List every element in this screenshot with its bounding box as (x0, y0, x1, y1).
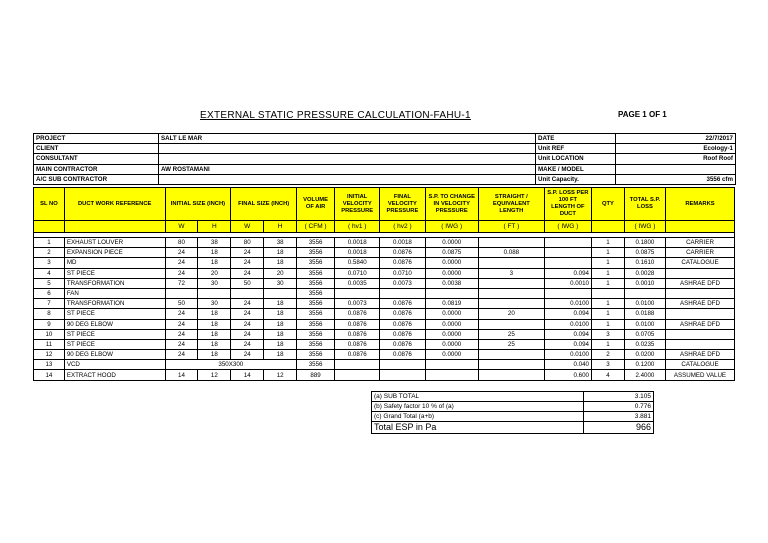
summary-label: (c) Grand Total (a+b) (372, 412, 584, 422)
final-velocity-cell: 0.0876 (380, 350, 425, 360)
initial-velocity-cell (335, 360, 380, 370)
header-duct-reference: DUCT WORK REFERENCE (64, 188, 165, 221)
final-width-cell: 14 (231, 370, 264, 380)
table-row (34, 299, 735, 309)
remarks-cell: ASHRAE DFD (665, 299, 734, 309)
qty-cell: 3 (592, 360, 625, 370)
info-row (34, 144, 736, 154)
unit-h1: H (198, 221, 231, 233)
duct-reference-cell: EXPANSION PIECE (64, 248, 165, 258)
sp-change-cell: 0.0819 (425, 299, 478, 309)
unit-h2: H (264, 221, 297, 233)
sp-change-cell: 0.0038 (425, 278, 478, 288)
table-row (34, 309, 735, 319)
sl-no-cell: 8 (34, 309, 65, 319)
unit-cfm: ( CFM ) (297, 221, 335, 233)
final-width-cell: 24 (231, 319, 264, 329)
volume-cell: 889 (297, 370, 335, 380)
final-velocity-cell: 0.0876 (380, 339, 425, 349)
initial-width-cell: 14 (165, 370, 198, 380)
sp-change-cell (425, 288, 478, 298)
total-sp-cell: 0.1200 (624, 360, 665, 370)
final-velocity-cell: 0.0876 (380, 299, 425, 309)
sl-no-cell: 7 (34, 299, 65, 309)
qty-cell: 1 (592, 238, 625, 248)
project-info-table (33, 133, 736, 185)
final-width-cell: 24 (231, 309, 264, 319)
info-label: MAIN CONTRACTOR (34, 164, 159, 174)
sp-loss-cell: 0.094 (544, 329, 591, 339)
table-row (34, 360, 735, 370)
final-height-cell: 12 (264, 370, 297, 380)
header-remarks: REMARKS (665, 188, 734, 221)
header-final-velocity: FINAL VELOCITY PRESSURE (380, 188, 425, 221)
initial-width-cell: 80 (165, 238, 198, 248)
sl-no-cell: 12 (34, 350, 65, 360)
table-row (34, 248, 735, 258)
info-value: SALT LE MAR (159, 134, 536, 144)
duct-reference-cell: FAN (64, 288, 165, 298)
initial-velocity-cell: 0.0876 (335, 329, 380, 339)
table-row (34, 319, 735, 329)
volume-cell: 3556 (297, 360, 335, 370)
volume-cell: 3556 (297, 299, 335, 309)
qty-cell: 1 (592, 268, 625, 278)
final-height-cell: 18 (264, 248, 297, 258)
remarks-cell: CARRIER (665, 248, 734, 258)
initial-width-cell: 72 (165, 278, 198, 288)
header-total-sp: TOTAL S.P. LOSS (624, 188, 665, 221)
total-sp-cell (624, 288, 665, 298)
sp-change-cell (425, 370, 478, 380)
sp-change-cell: 0.0000 (425, 350, 478, 360)
sp-loss-cell: 0.0100 (544, 299, 591, 309)
final-width-cell: 24 (231, 248, 264, 258)
initial-height-cell: 18 (198, 329, 231, 339)
unit-hv2: ( hv2 ) (380, 221, 425, 233)
initial-width-cell: 24 (165, 258, 198, 268)
table-row (34, 370, 735, 380)
final-width-cell: 24 (231, 350, 264, 360)
initial-velocity-cell: 0.0018 (335, 248, 380, 258)
initial-velocity-cell: 0.0876 (335, 309, 380, 319)
units-row (34, 221, 735, 233)
duct-reference-cell: EXTRACT HOOD (64, 370, 165, 380)
length-cell (478, 360, 544, 370)
sp-loss-cell: 0.040 (544, 360, 591, 370)
summary-value: 3.105 (584, 392, 654, 402)
final-velocity-cell: 0.0876 (380, 248, 425, 258)
info-right-label: MAKE / MODEL (536, 164, 616, 174)
initial-velocity-cell: 0.0876 (335, 350, 380, 360)
table-row (34, 258, 735, 268)
initial-height-cell: 38 (198, 238, 231, 248)
final-width-cell (231, 288, 264, 298)
final-velocity-cell: 0.0876 (380, 309, 425, 319)
sp-loss-cell: 0.094 (544, 309, 591, 319)
initial-width-cell: 50 (165, 299, 198, 309)
remarks-cell: ASHRAE DFD (665, 350, 734, 360)
final-height-cell: 18 (264, 299, 297, 309)
duct-reference-cell: ST PIECE (64, 329, 165, 339)
total-sp-cell: 0.0875 (624, 248, 665, 258)
remarks-cell: CARRIER (665, 238, 734, 248)
final-height-cell: 30 (264, 278, 297, 288)
qty-cell: 1 (592, 248, 625, 258)
info-value (159, 174, 536, 184)
table-row (34, 329, 735, 339)
unit-w2: W (231, 221, 264, 233)
final-height-cell: 18 (264, 319, 297, 329)
length-cell (478, 299, 544, 309)
final-height-cell: 18 (264, 258, 297, 268)
initial-velocity-cell (335, 288, 380, 298)
sl-no-cell: 3 (34, 258, 65, 268)
remarks-cell (665, 339, 734, 349)
summary-label: Total ESP in Pa (372, 422, 584, 434)
summary-value: 3.881 (584, 412, 654, 422)
info-right-label: Unit REF (536, 144, 616, 154)
duct-reference-cell: MD (64, 258, 165, 268)
info-label: CONSULTANT (34, 154, 159, 164)
volume-cell: 3556 (297, 329, 335, 339)
final-height-cell: 18 (264, 329, 297, 339)
summary-table (371, 391, 654, 434)
sp-loss-cell: 0.0010 (544, 278, 591, 288)
table-row (34, 339, 735, 349)
initial-height-cell: 18 (198, 319, 231, 329)
remarks-cell: CATALOGUE (665, 258, 734, 268)
duct-reference-cell: TRANSFORMATION (64, 299, 165, 309)
duct-reference-cell: EXHAUST LOUVER (64, 238, 165, 248)
final-velocity-cell (380, 370, 425, 380)
sl-no-cell: 11 (34, 339, 65, 349)
summary-value: 966 (584, 422, 654, 434)
page-number: PAGE 1 OF 1 (618, 110, 667, 119)
qty-cell: 1 (592, 299, 625, 309)
volume-cell: 3556 (297, 319, 335, 329)
qty-cell (592, 288, 625, 298)
final-velocity-cell: 0.0018 (380, 238, 425, 248)
initial-height-cell (198, 288, 231, 298)
initial-height-cell: 12 (198, 370, 231, 380)
sl-no-cell: 13 (34, 360, 65, 370)
header-sp-change: S.P. TO CHANGE IN VELOCITY PRESSURE (425, 188, 478, 221)
total-sp-cell: 0.0188 (624, 309, 665, 319)
qty-cell: 1 (592, 258, 625, 268)
info-value (159, 154, 536, 164)
final-velocity-cell (380, 288, 425, 298)
info-right-value (616, 164, 736, 174)
summary-row (372, 422, 654, 434)
sl-no-cell: 10 (34, 329, 65, 339)
total-sp-cell: 0.0100 (624, 319, 665, 329)
unit-iwg-change: ( IWG ) (425, 221, 478, 233)
header-row (34, 188, 735, 221)
info-right-label: Unit LOCATION (536, 154, 616, 164)
initial-width-cell: 24 (165, 309, 198, 319)
length-cell (478, 278, 544, 288)
volume-cell: 3556 (297, 350, 335, 360)
duct-reference-cell: ST PIECE (64, 339, 165, 349)
initial-height-cell: 18 (198, 248, 231, 258)
volume-cell: 3556 (297, 248, 335, 258)
esp-calculation-table (33, 187, 735, 381)
volume-cell: 3556 (297, 309, 335, 319)
info-right-label: Unit Capacity. (536, 174, 616, 184)
total-sp-cell: 0.1800 (624, 238, 665, 248)
duct-reference-cell: ST PIECE (64, 309, 165, 319)
final-width-cell: 24 (231, 268, 264, 278)
summary-label: (a) SUB TOTAL (372, 392, 584, 402)
remarks-cell: ASHRAE DFD (665, 278, 734, 288)
initial-width-cell: 24 (165, 350, 198, 360)
final-height-cell: 38 (264, 238, 297, 248)
sp-loss-cell (544, 288, 591, 298)
remarks-cell (665, 268, 734, 278)
qty-cell: 3 (592, 329, 625, 339)
sl-no-cell: 9 (34, 319, 65, 329)
final-width-cell: 24 (231, 258, 264, 268)
unit-w1: W (165, 221, 198, 233)
sl-no-cell: 1 (34, 238, 65, 248)
sp-change-cell: 0.0000 (425, 238, 478, 248)
final-height-cell: 18 (264, 309, 297, 319)
table-row (34, 238, 735, 248)
length-cell: 20 (478, 309, 544, 319)
initial-width-cell: 24 (165, 268, 198, 278)
header-volume: VOLUME OF AIR (297, 188, 335, 221)
initial-height-cell: 20 (198, 268, 231, 278)
remarks-cell (665, 288, 734, 298)
sp-loss-cell: 0.0100 (544, 319, 591, 329)
initial-velocity-cell: 0.0018 (335, 238, 380, 248)
final-width-cell: 24 (231, 299, 264, 309)
length-cell (478, 319, 544, 329)
qty-cell: 1 (592, 319, 625, 329)
size-cell: 350X300 (165, 360, 297, 370)
sp-change-cell: 0.0000 (425, 258, 478, 268)
length-cell (478, 258, 544, 268)
final-height-cell (264, 288, 297, 298)
unit-iwg-loss: ( IWG ) (544, 221, 591, 233)
duct-reference-cell: VCD (64, 360, 165, 370)
sp-change-cell (425, 360, 478, 370)
qty-cell: 4 (592, 370, 625, 380)
sp-change-cell: 0.0000 (425, 319, 478, 329)
sp-loss-cell (544, 248, 591, 258)
initial-width-cell: 24 (165, 339, 198, 349)
header-straight-length: STRAIGHT / EQUIVALENT LENGTH (478, 188, 544, 221)
initial-height-cell: 18 (198, 258, 231, 268)
final-width-cell: 24 (231, 339, 264, 349)
sp-loss-cell (544, 238, 591, 248)
header-qty: QTY (592, 188, 625, 221)
sp-change-cell: 0.0000 (425, 309, 478, 319)
total-sp-cell: 0.0705 (624, 329, 665, 339)
qty-cell: 1 (592, 309, 625, 319)
sp-loss-cell: 0.094 (544, 339, 591, 349)
length-cell (478, 350, 544, 360)
info-right-label: DATE (536, 134, 616, 144)
initial-velocity-cell: 0.0876 (335, 339, 380, 349)
total-sp-cell: 0.1610 (624, 258, 665, 268)
initial-velocity-cell: 0.0876 (335, 319, 380, 329)
remarks-cell (665, 329, 734, 339)
qty-cell: 2 (592, 350, 625, 360)
final-velocity-cell: 0.0710 (380, 268, 425, 278)
final-velocity-cell: 0.0876 (380, 258, 425, 268)
length-cell: 0.088 (478, 248, 544, 258)
final-width-cell: 50 (231, 278, 264, 288)
summary-label: (b) Safety factor 10 % of (a) (372, 402, 584, 412)
header-sl-no: SL NO (34, 188, 65, 221)
qty-cell: 1 (592, 278, 625, 288)
table-row (34, 350, 735, 360)
duct-reference-cell: 90 DEG ELBOW (64, 319, 165, 329)
duct-reference-cell: ST PIECE (64, 268, 165, 278)
info-row (34, 134, 736, 144)
unit-ft: ( FT ) (478, 221, 544, 233)
volume-cell: 3556 (297, 268, 335, 278)
sl-no-cell: 5 (34, 278, 65, 288)
summary-row (372, 392, 654, 402)
sl-no-cell: 4 (34, 268, 65, 278)
volume-cell: 3556 (297, 288, 335, 298)
initial-velocity-cell: 0.5840 (335, 258, 380, 268)
info-label: PROJECT (34, 134, 159, 144)
volume-cell: 3556 (297, 278, 335, 288)
sp-change-cell: 0.0000 (425, 329, 478, 339)
final-velocity-cell (380, 360, 425, 370)
sl-no-cell: 14 (34, 370, 65, 380)
info-row (34, 174, 736, 184)
total-sp-cell: 0.0235 (624, 339, 665, 349)
final-height-cell: 18 (264, 350, 297, 360)
initial-height-cell: 18 (198, 350, 231, 360)
final-velocity-cell: 0.0073 (380, 278, 425, 288)
duct-reference-cell: TRANSFORMATION (64, 278, 165, 288)
initial-velocity-cell: 0.0710 (335, 268, 380, 278)
initial-width-cell: 24 (165, 329, 198, 339)
initial-height-cell: 18 (198, 309, 231, 319)
summary-row (372, 412, 654, 422)
initial-height-cell: 30 (198, 278, 231, 288)
length-cell (478, 288, 544, 298)
header-sp-loss: S.P. LOSS PER 100 FT LENGTH OF DUCT (544, 188, 591, 221)
volume-cell: 3556 (297, 258, 335, 268)
total-sp-cell: 0.0028 (624, 268, 665, 278)
sp-loss-cell: 0.094 (544, 268, 591, 278)
final-velocity-cell: 0.0876 (380, 329, 425, 339)
final-height-cell: 18 (264, 339, 297, 349)
initial-velocity-cell: 0.0073 (335, 299, 380, 309)
initial-velocity-cell: 0.0035 (335, 278, 380, 288)
info-right-value: Roof Roof (616, 154, 736, 164)
length-cell: 25 (478, 329, 544, 339)
qty-cell: 1 (592, 339, 625, 349)
initial-height-cell: 30 (198, 299, 231, 309)
unit-hv1: ( hv1 ) (335, 221, 380, 233)
initial-width-cell: 24 (165, 319, 198, 329)
remarks-cell: CATALOGUE (665, 360, 734, 370)
volume-cell: 3556 (297, 339, 335, 349)
sp-loss-cell: 0.600 (544, 370, 591, 380)
initial-width-cell: 24 (165, 248, 198, 258)
initial-width-cell (165, 288, 198, 298)
unit-iwg-total: ( IWG ) (624, 221, 665, 233)
sp-change-cell: 0.0000 (425, 339, 478, 349)
info-row (34, 154, 736, 164)
volume-cell: 3556 (297, 238, 335, 248)
header-final-size: FINAL SIZE (INCH) (231, 188, 297, 221)
info-right-value: 22/7/2017 (616, 134, 736, 144)
initial-velocity-cell (335, 370, 380, 380)
info-row (34, 164, 736, 174)
table-row (34, 278, 735, 288)
info-value (159, 144, 536, 154)
header-initial-velocity: INITIAL VELOCITY PRESSURE (335, 188, 380, 221)
info-right-value: 3556 cfm (616, 174, 736, 184)
final-width-cell: 80 (231, 238, 264, 248)
info-label: CLIENT (34, 144, 159, 154)
info-right-value: Ecology-1 (616, 144, 736, 154)
info-label: A/C SUB CONTRACTOR (34, 174, 159, 184)
total-sp-cell: 0.0100 (624, 299, 665, 309)
sheet-title: EXTERNAL STATIC PRESSURE CALCULATION-FAHU-1 (200, 110, 471, 121)
table-row (34, 268, 735, 278)
summary-value: 0.776 (584, 402, 654, 412)
total-sp-cell: 0.0010 (624, 278, 665, 288)
remarks-cell: ASHRAE DFD (665, 319, 734, 329)
remarks-cell: ASSUMED VALUE (665, 370, 734, 380)
length-cell (478, 238, 544, 248)
duct-reference-cell: 90 DEG ELBOW (64, 350, 165, 360)
table-row (34, 288, 735, 298)
info-value: AW ROSTAMANI (159, 164, 536, 174)
summary-row (372, 402, 654, 412)
sp-loss-cell (544, 258, 591, 268)
sp-loss-cell: 0.0100 (544, 350, 591, 360)
sl-no-cell: 2 (34, 248, 65, 258)
header-initial-size: INITIAL SIZE (INCH) (165, 188, 231, 221)
length-cell (478, 370, 544, 380)
total-sp-cell: 2.4000 (624, 370, 665, 380)
sp-change-cell: 0.0000 (425, 268, 478, 278)
total-sp-cell: 0.0200 (624, 350, 665, 360)
sp-change-cell: 0.0875 (425, 248, 478, 258)
sl-no-cell: 6 (34, 288, 65, 298)
remarks-cell (665, 309, 734, 319)
final-height-cell: 20 (264, 268, 297, 278)
initial-height-cell: 18 (198, 339, 231, 349)
final-width-cell: 24 (231, 329, 264, 339)
length-cell: 3 (478, 268, 544, 278)
length-cell: 25 (478, 339, 544, 349)
final-velocity-cell: 0.0876 (380, 319, 425, 329)
